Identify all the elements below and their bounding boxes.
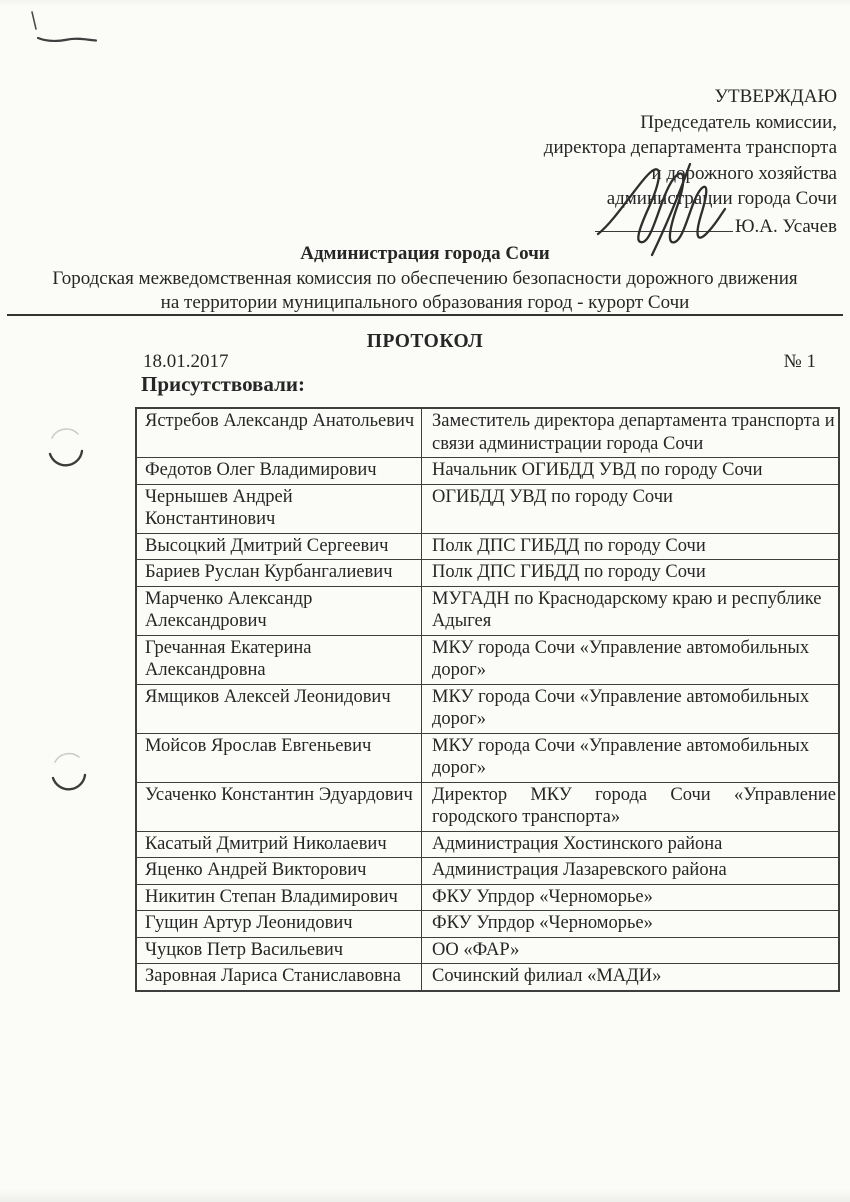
attendees-label: Присутствовали: <box>141 372 305 396</box>
attendee-role: Сочинский филиал «МАДИ» <box>422 964 840 991</box>
attendee-name: Никитин Степан Владимирович <box>136 884 422 911</box>
table-row <box>136 911 839 938</box>
attendee-role: Директор МКУ города Сочи «Управление городского транспорта» <box>422 782 840 831</box>
attendee-name: Ямщиков Алексей Леонидович <box>136 684 422 733</box>
approval-line: администрации города Сочи <box>606 188 837 209</box>
table-row <box>136 684 839 733</box>
table-row <box>136 858 839 885</box>
attendee-role: Начальник ОГИБДД УВД по городу Сочи <box>422 458 840 485</box>
attendee-name: Марченко Александр Александрович <box>136 586 422 635</box>
table-row <box>136 831 839 858</box>
doc-date: 18.01.2017 <box>143 351 229 372</box>
attendee-name: Высоцкий Дмитрий Сергеевич <box>136 533 422 560</box>
attendee-name: Чуцков Петр Васильевич <box>136 937 422 964</box>
table-row <box>136 408 839 458</box>
attendee-role: Администрация Лазаревского района <box>422 858 840 885</box>
doc-title: ПРОТОКОЛ <box>366 331 484 352</box>
pen-mark-icon <box>22 8 112 50</box>
attendee-name: Касатый Дмитрий Николаевич <box>136 831 422 858</box>
attendee-role: ФКУ Упрдор «Черноморье» <box>422 911 840 938</box>
attendee-role: Полк ДПС ГИБДД по городу Сочи <box>422 533 840 560</box>
attendee-name: Гущин Артур Леонидович <box>136 911 422 938</box>
table-row <box>136 586 839 635</box>
attendees-table <box>135 407 840 992</box>
attendee-role: ОО «ФАР» <box>422 937 840 964</box>
org-subtitle: Городская межведомственная комиссия по обеспечению безопасности дорожного движения на территории муниципального образования город - курорт Сочи <box>52 268 798 313</box>
attendee-role: ОГИБДД УВД по городу Сочи <box>422 484 840 533</box>
approval-line: и дорожного хозяйства <box>651 162 837 184</box>
hole-punch-icon <box>46 748 92 798</box>
attendee-name: Ястребов Александр Анатольевич <box>136 408 422 458</box>
table-row <box>136 733 839 782</box>
attendee-role: МКУ города Сочи «Управление автомобильных дорог» <box>422 684 840 733</box>
attendee-role: МКУ города Сочи «Управление автомобильных дорог» <box>422 635 840 684</box>
attendee-role: ФКУ Упрдор «Черноморье» <box>422 884 840 911</box>
attendee-name: Чернышев Андрей Константинович <box>136 484 422 533</box>
doc-meta-row <box>143 351 816 373</box>
table-row <box>136 884 839 911</box>
table-row <box>136 937 839 964</box>
attendee-name: Федотов Олег Владимирович <box>136 458 422 485</box>
org-title: Администрация города Сочи <box>300 243 550 264</box>
attendee-name: Яценко Андрей Викторович <box>136 858 422 885</box>
attendee-name: Бариев Руслан Курбангалиевич <box>136 560 422 587</box>
table-row <box>136 533 839 560</box>
attendee-name: Мойсов Ярослав Евгеньевич <box>136 733 422 782</box>
attendee-name: Усаченко Константин Эдуардович <box>136 782 422 831</box>
attendee-name: Заровная Лариса Станиславовна <box>136 964 422 991</box>
table-row <box>136 964 839 991</box>
attendee-role: Администрация Хостинского района <box>422 831 840 858</box>
doc-number: № 1 <box>783 351 816 372</box>
approval-line: УТВЕРЖДАЮ <box>714 86 837 107</box>
attendee-role: МУГАДН по Краснодарскому краю и республике Адыгея <box>422 586 840 635</box>
attendee-role: Заместитель директора департамента транспорта и связи администрации города Сочи <box>422 408 840 458</box>
table-row <box>136 458 839 485</box>
attendee-role: Полк ДПС ГИБДД по городу Сочи <box>422 560 840 587</box>
hole-punch-icon <box>44 426 90 474</box>
attendee-role: МКУ города Сочи «Управление автомобильных дорог» <box>422 733 840 782</box>
table-row <box>136 560 839 587</box>
approval-line: директора департамента транспорта <box>543 137 837 158</box>
table-row <box>136 635 839 684</box>
table-row <box>136 782 839 831</box>
attendee-name: Гречанная Екатерина Александровна <box>136 635 422 684</box>
header-divider <box>7 314 843 316</box>
signatory-name: Ю.А. Усачев <box>735 215 837 237</box>
approval-line: Председатель комиссии, <box>640 111 837 133</box>
table-row <box>136 484 839 533</box>
